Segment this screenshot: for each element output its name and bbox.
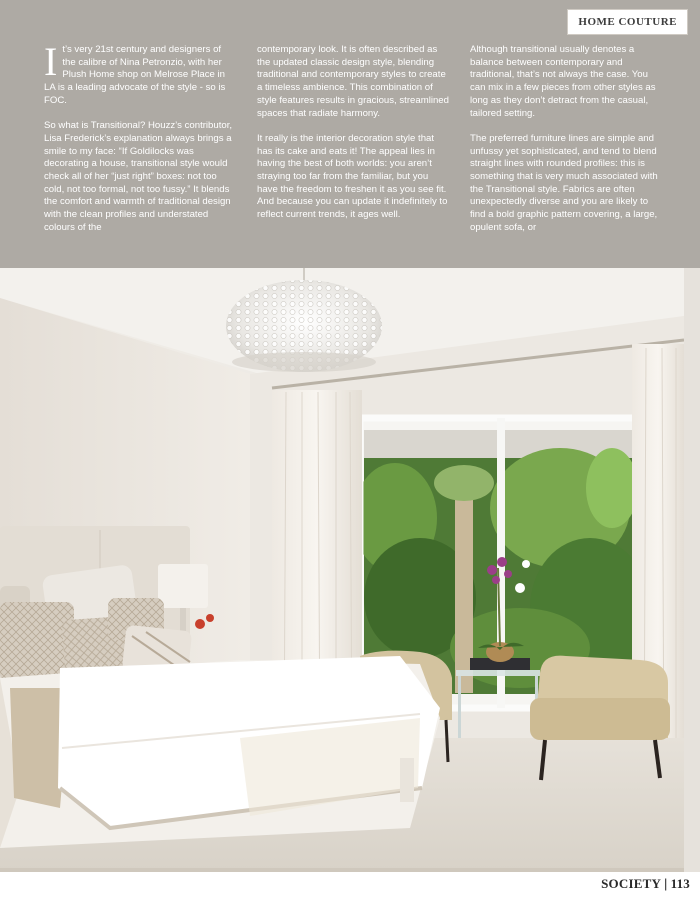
- folio-separator: |: [664, 876, 668, 891]
- paragraph: It really is the interior decoration style that has its cake and eats it! The appeal lies in having the best of both worlds: you aren’t straying too far from the familiar, but you have the freedom to freshen it as you see fit. And because you can update it indefinitely to reflect current trends, it ages well.: [257, 132, 448, 221]
- drop-cap: I: [44, 39, 58, 84]
- paragraph: Although transitional usually denotes a balance between contemporary and traditional, that’s not always the case. You can mix in a few pieces from other styles as long as they don’t detract from the casual, tailored setting.: [470, 44, 656, 119]
- paragraph: So what is Transitional? Houzz’s contributor, Lisa Frederick’s explanation always brings a smile to my face: “If Goldilocks was decorating a house, transitional style would check all of her “just right” boxes: not too cold, not too formal, not too fussy.” It blends the comfort and warmth of traditional design with the clean profiles and understated colours of the: [44, 120, 233, 233]
- bedroom-illustration: [0, 268, 684, 872]
- article-column-1: [44, 39, 237, 235]
- paragraph: The preferred furniture lines are simple and unfussy yet sophisticated, and tend to blend straight lines with rounded profiles: this is something that is very much associated with the Transitional style. Fabrics are often unexpectedly diverse and you are likely to find a bold graphic pattern covering, a large, opulent sofa, or: [470, 132, 658, 233]
- section-tag: HOME COUTURE: [567, 9, 688, 35]
- page-folio: [601, 876, 690, 892]
- article-column-3: [470, 44, 663, 235]
- magazine-name: SOCIETY: [601, 876, 662, 891]
- article-column-2: [257, 44, 450, 235]
- paragraph: [44, 39, 237, 108]
- article-text-band: [0, 0, 700, 268]
- page-gutter: [684, 268, 700, 872]
- paragraph-text: t’s very 21st century and designers of the calibre of Nina Petronzio, with her Plush Home shop on Melrose Place in LA is a leading advocate of the style - so is FOC.: [44, 44, 226, 106]
- page-number: 113: [670, 876, 690, 891]
- article-columns: [44, 39, 684, 235]
- bedroom-photo: [0, 268, 684, 872]
- paragraph: contemporary look. It is often described as the updated classic design style, blending traditional and contemporary styles to create a timeless ambience. This combination of style features results in gracious, streamlined spaces that radiate harmony.: [257, 44, 449, 119]
